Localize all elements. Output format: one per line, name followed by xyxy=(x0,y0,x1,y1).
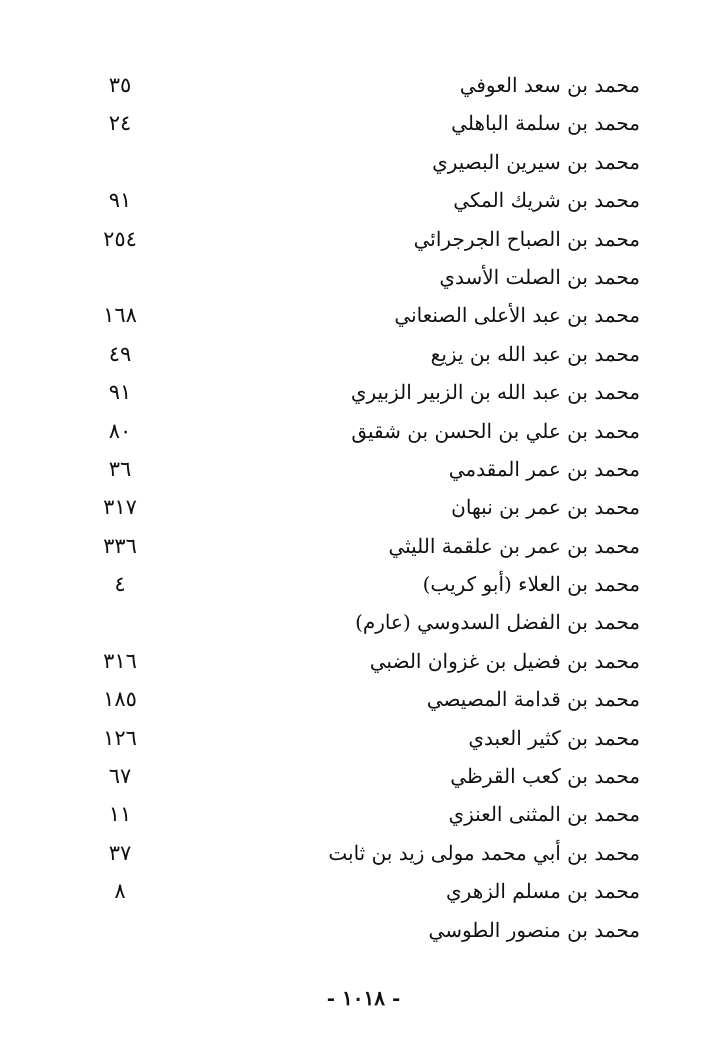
index-entry xyxy=(90,680,640,718)
page-reference: ٩١ xyxy=(108,380,132,405)
narrator-name: محمد بن منصور الطوسي xyxy=(428,917,640,942)
narrator-name: محمد بن شريك المكي xyxy=(453,188,640,213)
index-entry xyxy=(90,143,640,181)
narrator-name: محمد بن العلاء (أبو كريب) xyxy=(422,572,640,597)
page-reference: ٢٥٤ xyxy=(103,226,137,251)
narrator-name: محمد بن قدامة المصيصي xyxy=(426,687,640,712)
name-index-list xyxy=(90,66,640,949)
page-reference: ٩١ xyxy=(108,188,132,213)
narrator-name: محمد بن سلمة الباهلي xyxy=(451,111,640,136)
narrator-name: محمد بن علي بن الحسن بن شقيق xyxy=(351,418,640,443)
page-reference: ٣٣٦ xyxy=(103,533,137,558)
page-reference: ١٢٦ xyxy=(103,725,137,750)
narrator-name: محمد بن فضيل بن غزوان الضبي xyxy=(369,648,640,673)
narrator-name: محمد بن عمر بن علقمة الليثي xyxy=(388,533,640,558)
page-reference: ٣١٧ xyxy=(103,495,137,520)
narrator-name: محمد بن كثير العبدي xyxy=(468,725,640,750)
index-entry xyxy=(90,258,640,296)
index-entry xyxy=(90,488,640,526)
index-entry xyxy=(90,795,640,833)
narrator-name: محمد بن أبي محمد مولى زيد بن ثابت xyxy=(328,840,640,865)
page-number: - ١٠١٨ - xyxy=(326,986,401,1010)
page-reference: ١٦٨ xyxy=(103,303,137,328)
index-entry xyxy=(90,450,640,488)
narrator-name: محمد بن المثنى العنزي xyxy=(448,802,640,827)
page-reference: ٣٦ xyxy=(108,456,132,481)
page-reference: ١١ xyxy=(108,802,132,827)
index-entry xyxy=(90,872,640,910)
narrator-name: محمد بن الصلت الأسدي xyxy=(439,264,640,289)
narrator-name: محمد بن سيرين البصيري xyxy=(432,149,640,174)
narrator-name: محمد بن الصباح الجرجرائي xyxy=(413,226,640,251)
page-reference: ٤ xyxy=(114,572,126,597)
page-reference: ٣٧ xyxy=(108,840,132,865)
page-reference: ٨ xyxy=(114,879,126,904)
narrator-name: محمد بن سعد العوفي xyxy=(459,73,640,97)
narrator-name: محمد بن عبد الله بن الزبير الزبيري xyxy=(350,380,640,405)
narrator-name: محمد بن الفضل السدوسي (عارم) xyxy=(355,610,640,635)
index-entry xyxy=(90,373,640,411)
page-reference: ١٨٥ xyxy=(103,687,137,712)
narrator-name: محمد بن عمر بن نبهان xyxy=(451,495,640,520)
index-entry xyxy=(90,66,640,104)
index-entry xyxy=(90,104,640,142)
index-entry xyxy=(90,335,640,373)
page-reference: ٣١٦ xyxy=(103,648,137,673)
index-entry xyxy=(90,719,640,757)
page-reference: ٤٩ xyxy=(108,341,132,366)
narrator-name: محمد بن عمر المقدمي xyxy=(448,456,640,481)
page-reference: ٢٤ xyxy=(108,111,132,136)
narrator-name: محمد بن عبد الأعلى الصنعاني xyxy=(394,303,640,328)
index-entry xyxy=(90,834,640,872)
narrator-name: محمد بن مسلم الزهري xyxy=(446,879,640,904)
page-reference: ٣٥ xyxy=(108,73,132,97)
index-entry xyxy=(90,220,640,258)
index-entry xyxy=(90,527,640,565)
page-reference: ٨٠ xyxy=(108,418,132,443)
index-entry xyxy=(90,181,640,219)
index-entry xyxy=(90,565,640,603)
index-entry xyxy=(90,296,640,334)
index-entry xyxy=(90,642,640,680)
index-entry xyxy=(90,757,640,795)
narrator-name: محمد بن عبد الله بن يزيع xyxy=(430,341,640,366)
index-entry xyxy=(90,911,640,949)
index-entry xyxy=(90,603,640,641)
page-reference: ٦٧ xyxy=(108,764,132,789)
index-entry xyxy=(90,412,640,450)
narrator-name: محمد بن كعب القرظي xyxy=(450,764,640,789)
